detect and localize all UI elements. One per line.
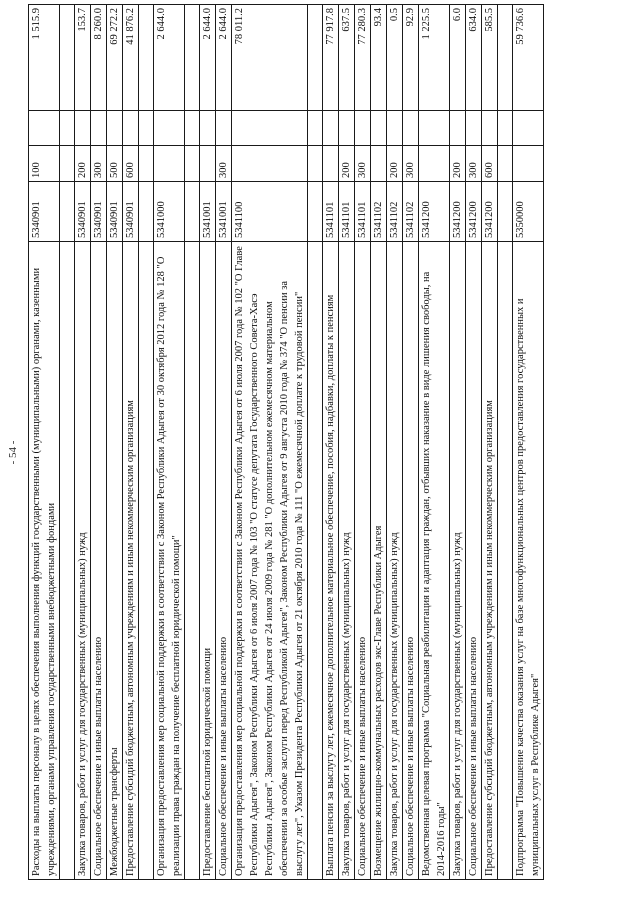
empty-cell bbox=[466, 111, 482, 146]
spacer-cell bbox=[139, 111, 154, 146]
spacer-cell bbox=[185, 146, 200, 182]
expense-name-cell: Подпрограмма "Повышение качества оказания услуг на базе многофункциональных центров предоставления государственных и муниципальных услуг в Республике Адыгея" bbox=[513, 242, 544, 880]
target-code-cell: 5340901 bbox=[107, 182, 123, 242]
table-row bbox=[419, 5, 450, 880]
target-code-cell: 5341200 bbox=[466, 182, 482, 242]
table-row bbox=[387, 5, 403, 880]
empty-cell bbox=[216, 111, 232, 146]
amount-cell: 2 644.0 bbox=[154, 5, 185, 111]
expense-type-cell bbox=[513, 146, 544, 182]
expense-name-cell: Выплата пенсии за выслугу лет, ежемесячное дополнительное материальное обеспечение, пособия, надбавки, доплаты к пенсиям bbox=[323, 242, 339, 880]
expense-type-cell bbox=[200, 146, 216, 182]
target-code-cell: 5341001 bbox=[200, 182, 216, 242]
table-row bbox=[482, 5, 498, 880]
expense-name-cell: Закупка товаров, работ и услуг для государственных (муниципальных) нужд bbox=[387, 242, 403, 880]
expense-name-cell: Возмещение жилищно-коммунальных расходов экс-Главе Республики Адыгея bbox=[371, 242, 387, 880]
spacer-cell bbox=[139, 5, 154, 111]
spacer-cell bbox=[498, 146, 513, 182]
amount-cell: 6.0 bbox=[450, 5, 466, 111]
spacer-cell bbox=[185, 182, 200, 242]
target-code-cell: 5341200 bbox=[450, 182, 466, 242]
amount-cell: 92.9 bbox=[403, 5, 419, 111]
target-code-cell: 5341101 bbox=[323, 182, 339, 242]
table-row bbox=[513, 5, 544, 880]
table-row bbox=[323, 5, 339, 880]
expense-type-cell: 200 bbox=[339, 146, 355, 182]
expense-name-cell: Социальное обеспечение и иные выплаты населению bbox=[216, 242, 232, 880]
table-row bbox=[450, 5, 466, 880]
target-code-cell: 5340901 bbox=[123, 182, 139, 242]
target-code-cell: 5341102 bbox=[371, 182, 387, 242]
empty-cell bbox=[91, 111, 107, 146]
target-code-cell: 5341200 bbox=[482, 182, 498, 242]
table-row bbox=[75, 5, 91, 880]
amount-cell: 8 260.0 bbox=[91, 5, 107, 111]
expense-type-cell: 300 bbox=[91, 146, 107, 182]
empty-cell bbox=[403, 111, 419, 146]
expense-name-cell: Расходы на выплаты персоналу в целях обеспечения выполнения функций государственными (муниципальными) органами, казенными учреждениями, органами управления государственными внебюджетными фондами bbox=[29, 242, 60, 880]
expense-name-cell: Социальное обеспечение и иные выплаты населению bbox=[355, 242, 371, 880]
expense-type-cell: 600 bbox=[123, 146, 139, 182]
table-row bbox=[371, 5, 387, 880]
amount-cell: 77 280.3 bbox=[355, 5, 371, 111]
spacer-cell bbox=[498, 111, 513, 146]
spacer-cell bbox=[308, 111, 323, 146]
spacer-row bbox=[185, 5, 200, 880]
spacer-cell bbox=[185, 111, 200, 146]
empty-cell bbox=[339, 111, 355, 146]
table-row bbox=[403, 5, 419, 880]
spacer-cell bbox=[139, 242, 154, 880]
table-row bbox=[29, 5, 60, 880]
expense-type-cell: 300 bbox=[216, 146, 232, 182]
empty-cell bbox=[154, 111, 185, 146]
empty-cell bbox=[419, 111, 450, 146]
empty-cell bbox=[450, 111, 466, 146]
page-number: - 54 - bbox=[7, 440, 19, 465]
amount-cell: 1 225.5 bbox=[419, 5, 450, 111]
spacer-cell bbox=[60, 5, 75, 111]
table-row bbox=[91, 5, 107, 880]
spacer-row bbox=[498, 5, 513, 880]
empty-cell bbox=[323, 111, 339, 146]
amount-cell: 634.0 bbox=[466, 5, 482, 111]
empty-cell bbox=[355, 111, 371, 146]
expense-type-cell: 300 bbox=[403, 146, 419, 182]
spacer-cell bbox=[498, 182, 513, 242]
amount-cell: 41 876.2 bbox=[123, 5, 139, 111]
target-code-cell: 5341001 bbox=[216, 182, 232, 242]
expense-name-cell: Закупка товаров, работ и услуг для государственных (муниципальных) нужд bbox=[339, 242, 355, 880]
expense-name-cell: Ведомственная целевая программа "Социальная реабилитация и адаптация граждан, отбывших наказание в виде лишения свободы, на 2014-2016 годы" bbox=[419, 242, 450, 880]
expense-type-cell: 300 bbox=[466, 146, 482, 182]
spacer-cell bbox=[498, 5, 513, 111]
amount-cell: 2 644.0 bbox=[200, 5, 216, 111]
expense-name-cell: Предоставление бесплатной юридической помощи bbox=[200, 242, 216, 880]
expense-type-cell bbox=[154, 146, 185, 182]
table-row bbox=[232, 5, 308, 880]
target-code-cell: 5340901 bbox=[75, 182, 91, 242]
spacer-cell bbox=[185, 242, 200, 880]
amount-cell: 585.5 bbox=[482, 5, 498, 111]
empty-cell bbox=[123, 111, 139, 146]
spacer-row bbox=[60, 5, 75, 880]
target-code-cell: 5341102 bbox=[387, 182, 403, 242]
amount-cell: 637.5 bbox=[339, 5, 355, 111]
expense-type-cell: 200 bbox=[75, 146, 91, 182]
spacer-cell bbox=[498, 242, 513, 880]
amount-cell: 153.7 bbox=[75, 5, 91, 111]
budget-table bbox=[28, 4, 544, 880]
target-code-cell: 5340901 bbox=[91, 182, 107, 242]
spacer-cell bbox=[60, 182, 75, 242]
spacer-row bbox=[139, 5, 154, 880]
expense-type-cell: 200 bbox=[450, 146, 466, 182]
spacer-row bbox=[308, 5, 323, 880]
expense-type-cell bbox=[419, 146, 450, 182]
empty-cell bbox=[107, 111, 123, 146]
expense-name-cell: Межбюджетные трансферты bbox=[107, 242, 123, 880]
table-row bbox=[154, 5, 185, 880]
spacer-cell bbox=[60, 146, 75, 182]
target-code-cell: 5341200 bbox=[419, 182, 450, 242]
empty-cell bbox=[371, 111, 387, 146]
target-code-cell: 5341101 bbox=[355, 182, 371, 242]
spacer-cell bbox=[308, 5, 323, 111]
table-row bbox=[200, 5, 216, 880]
target-code-cell: 5341000 bbox=[154, 182, 185, 242]
expense-type-cell bbox=[232, 146, 308, 182]
spacer-cell bbox=[308, 146, 323, 182]
expense-name-cell: Социальное обеспечение и иные выплаты населению bbox=[403, 242, 419, 880]
expense-name-cell: Предоставление субсидий бюджетным, автономным учреждениям и иным некоммерческим организациям bbox=[123, 242, 139, 880]
expense-name-cell: Организация предоставления мер социальной поддержки в соответствии с Законом Республики Адыгея от 30 октября 2012 года № 128 "О реализации права граждан на получение бесплатной юридической помощи" bbox=[154, 242, 185, 880]
spacer-cell bbox=[308, 242, 323, 880]
expense-type-cell: 300 bbox=[355, 146, 371, 182]
empty-cell bbox=[29, 111, 60, 146]
empty-cell bbox=[232, 111, 308, 146]
amount-cell: 2 644.0 bbox=[216, 5, 232, 111]
target-code-cell: 5350000 bbox=[513, 182, 544, 242]
expense-name-cell: Организация предоставления мер социальной поддержки в соответствии с Законом Республики Адыгея от 6 июля 2007 года № 102 "О Главе Республики Адыгея", Законом Республики Адыгея от 6 июля 2007 года № 103 "О статусе депутата Государственного Совета-Хасэ Республики Адыгея", Законом Республики Адыгея от 24 июля 2009 года № 281 "О дополнительном ежемесячном материальном обеспечении за особые заслуги перед Республикой Адыгея", Законом Республики Адыгея от 9 августа 2010 года № 374 "О пенсии за выслугу лет", Указом Президента Республики Адыгея от 21 октября 2010 года № 111 "О ежемесячной доплате к трудовой пенсии" bbox=[232, 242, 308, 880]
amount-cell: 1 515.9 bbox=[29, 5, 60, 111]
empty-cell bbox=[75, 111, 91, 146]
expense-name-cell: Социальное обеспечение и иные выплаты населению bbox=[91, 242, 107, 880]
table-row bbox=[123, 5, 139, 880]
expense-name-cell: Социальное обеспечение и иные выплаты населению bbox=[466, 242, 482, 880]
spacer-cell bbox=[139, 182, 154, 242]
target-code-cell: 5340901 bbox=[29, 182, 60, 242]
expense-type-cell bbox=[323, 146, 339, 182]
expense-type-cell bbox=[371, 146, 387, 182]
spacer-cell bbox=[60, 111, 75, 146]
spacer-cell bbox=[139, 146, 154, 182]
expense-type-cell: 600 bbox=[482, 146, 498, 182]
table-row bbox=[339, 5, 355, 880]
amount-cell: 77 917.8 bbox=[323, 5, 339, 111]
empty-cell bbox=[387, 111, 403, 146]
amount-cell: 93.4 bbox=[371, 5, 387, 111]
spacer-cell bbox=[60, 242, 75, 880]
amount-cell: 69 272.2 bbox=[107, 5, 123, 111]
expense-type-cell: 100 bbox=[29, 146, 60, 182]
expense-name-cell: Закупка товаров, работ и услуг для государственных (муниципальных) нужд bbox=[75, 242, 91, 880]
table-row bbox=[107, 5, 123, 880]
table-row bbox=[466, 5, 482, 880]
expense-type-cell: 200 bbox=[387, 146, 403, 182]
target-code-cell: 5341100 bbox=[232, 182, 308, 242]
spacer-cell bbox=[308, 182, 323, 242]
empty-cell bbox=[200, 111, 216, 146]
amount-cell: 0.5 bbox=[387, 5, 403, 111]
table-row bbox=[355, 5, 371, 880]
expense-type-cell: 500 bbox=[107, 146, 123, 182]
target-code-cell: 5341101 bbox=[339, 182, 355, 242]
amount-cell: 59 736.6 bbox=[513, 5, 544, 111]
expense-name-cell: Предоставление субсидий бюджетным, автономным учреждениям и иным некоммерческим организациям bbox=[482, 242, 498, 880]
expense-name-cell: Закупка товаров, работ и услуг для государственных (муниципальных) нужд bbox=[450, 242, 466, 880]
spacer-cell bbox=[185, 5, 200, 111]
amount-cell: 78 011.2 bbox=[232, 5, 308, 111]
empty-cell bbox=[513, 111, 544, 146]
table-row bbox=[216, 5, 232, 880]
target-code-cell: 5341102 bbox=[403, 182, 419, 242]
empty-cell bbox=[482, 111, 498, 146]
